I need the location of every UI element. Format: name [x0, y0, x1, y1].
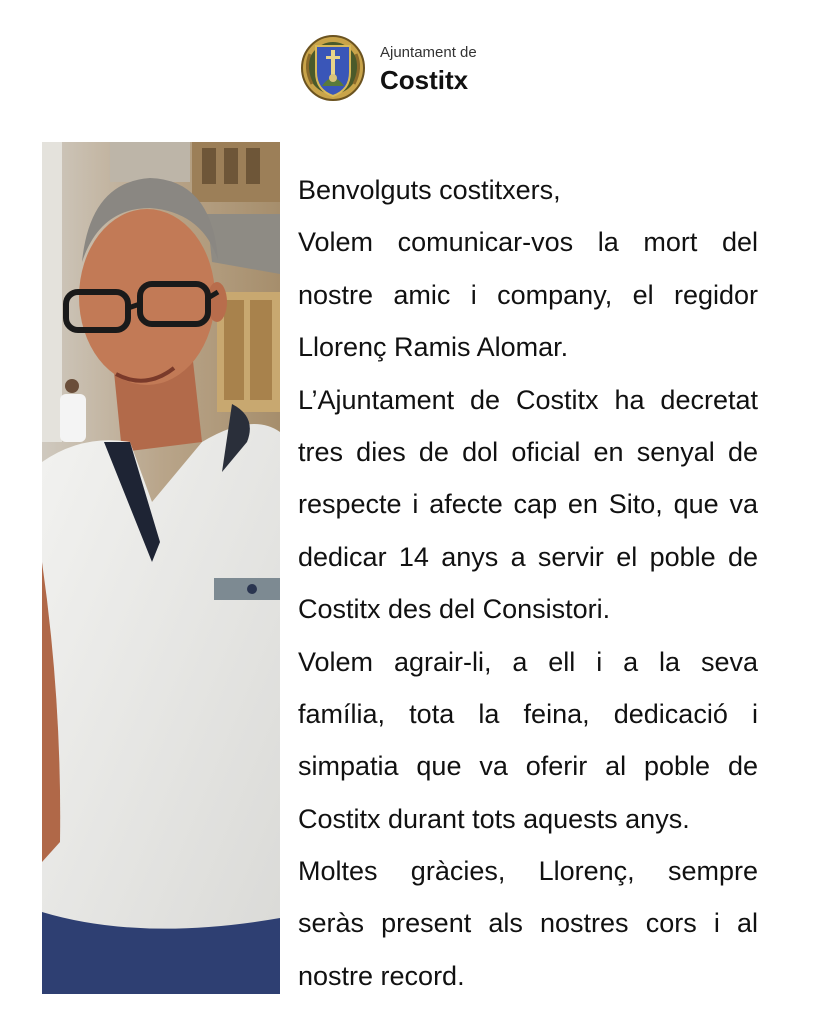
org-title-small: Ajuntament de	[380, 44, 477, 61]
message-line: Moltes gràcies, Llorenç, sempre	[298, 856, 758, 887]
message-line: Benvolguts costitxers,	[298, 175, 561, 205]
portrait-photo	[42, 142, 280, 994]
org-title-big: Costitx	[380, 65, 469, 95]
memorial-message	[298, 164, 758, 1002]
municipal-seal-icon	[300, 34, 366, 102]
message-line: respecte i afecte cap en Sito, que va	[298, 489, 758, 520]
message-line: Volem comunicar-vos la mort del	[298, 227, 758, 258]
message-line: Costitx durant tots aquests anys.	[298, 803, 690, 834]
message-line: Volem agrair-li, a ell i a la seva	[298, 646, 758, 677]
message-line: Costitx des del Consistori.	[298, 594, 611, 625]
message-line: Llorenç Ramis Alomar.	[298, 332, 569, 363]
header	[300, 34, 560, 104]
message-line: nostre amic i company, el regidor	[298, 279, 758, 310]
message-line: dedicar 14 anys a servir el poble de	[298, 541, 758, 572]
message-line: L’Ajuntament de Costitx ha decretat	[298, 384, 758, 415]
message-line: seràs present als nostres cors i al	[298, 908, 758, 939]
message-line: família, tota la feina, dedicació i	[298, 698, 758, 729]
message-line: tres dies de dol oficial en senyal de	[298, 436, 758, 467]
message-line: simpatia que va oferir al poble de	[298, 751, 758, 782]
message-line: nostre record.	[298, 960, 465, 991]
